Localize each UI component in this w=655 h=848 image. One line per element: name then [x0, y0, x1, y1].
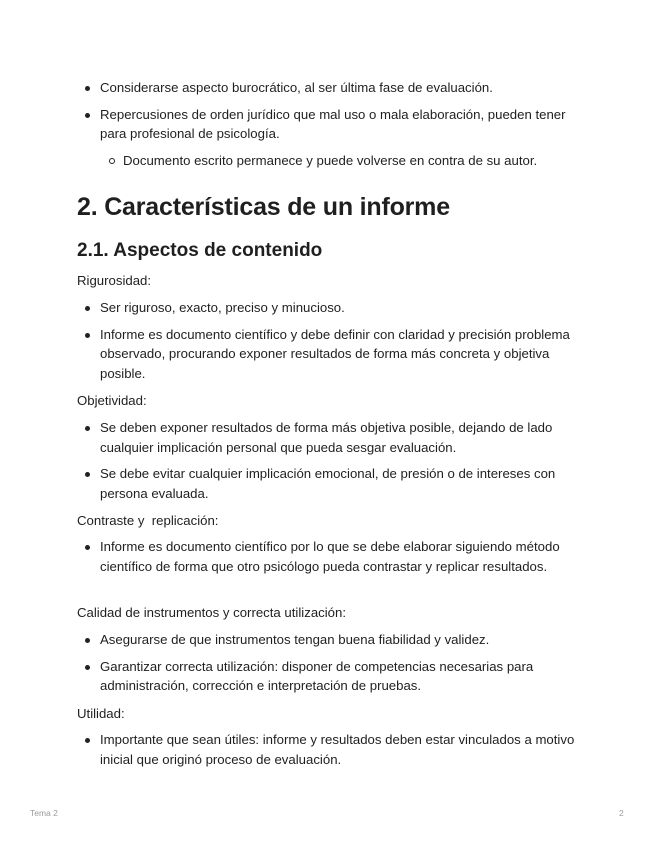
- list-item-text: Informe es documento científico y debe definir con claridad y precisión problema observado, procurando exponer resultados de forma más concreta y objetiva posible.: [100, 326, 570, 381]
- list-item-text: Se deben exponer resultados de forma más objetiva posible, dejando de lado cualquier implicación personal que pueda sesgar evaluación.: [100, 420, 553, 455]
- list-item-text: Ser riguroso, exacto, preciso y minucioso.: [100, 300, 345, 315]
- footer-left: Tema 2: [30, 808, 58, 818]
- rigurosidad-label: Rigurosidad:: [77, 273, 152, 288]
- list-item-text: Repercusiones de orden jurídico que mal uso o mala elaboración, pueden tener para profesional de psicología.: [100, 106, 566, 141]
- list-item: [77, 657, 577, 696]
- subsection-title: 2.1. Aspectos de contenido: [77, 240, 323, 261]
- utilidad-list: [77, 730, 577, 776]
- contraste-list: [77, 537, 577, 583]
- list-item: [77, 537, 577, 576]
- list-item: [77, 298, 577, 318]
- sub-list: [100, 151, 577, 171]
- list-item: [77, 730, 577, 769]
- intro-list: [77, 78, 577, 177]
- contraste-label: Contraste y replicación:: [77, 513, 219, 528]
- list-item: [77, 418, 577, 457]
- list-item-text: Informe es documento científico por lo que se debe elaborar siguiendo método científico de forma que otro psicólogo pueda contrastar y replicar resultados.: [100, 539, 560, 574]
- list-item: [77, 78, 577, 98]
- rigurosidad-list: [77, 298, 577, 390]
- list-item-text: Considerarse aspecto burocrático, al ser última fase de evaluación.: [100, 80, 493, 95]
- list-item-text: Importante que sean útiles: informe y resultados deben estar vinculados a motivo inicial que originó proceso de evaluación.: [100, 732, 575, 767]
- sub-list-item: [100, 151, 577, 171]
- list-item: [77, 630, 577, 650]
- calidad-list: [77, 630, 577, 703]
- sub-list-item-text: Documento escrito permanece y puede volverse en contra de su autor.: [123, 152, 538, 168]
- list-item-text: Asegurarse de que instrumentos tengan buena fiabilidad y validez.: [100, 632, 490, 647]
- list-item: [77, 464, 577, 503]
- objetividad-list: [77, 418, 577, 510]
- calidad-label: Calidad de instrumentos y correcta utilización:: [77, 605, 347, 620]
- list-item: [77, 325, 577, 384]
- objetividad-label: Objetividad:: [77, 393, 147, 408]
- list-item-text: Se debe evitar cualquier implicación emocional, de presión o de intereses con persona evaluada.: [100, 466, 556, 501]
- list-item-text: Garantizar correcta utilización: disponer de competencias necesarias para administración, corrección e interpretación de pruebas.: [100, 658, 534, 693]
- section-title: 2. Características de un informe: [77, 193, 450, 221]
- utilidad-label: Utilidad:: [77, 706, 125, 721]
- list-item: [77, 105, 577, 171]
- page-number: 2: [619, 808, 624, 818]
